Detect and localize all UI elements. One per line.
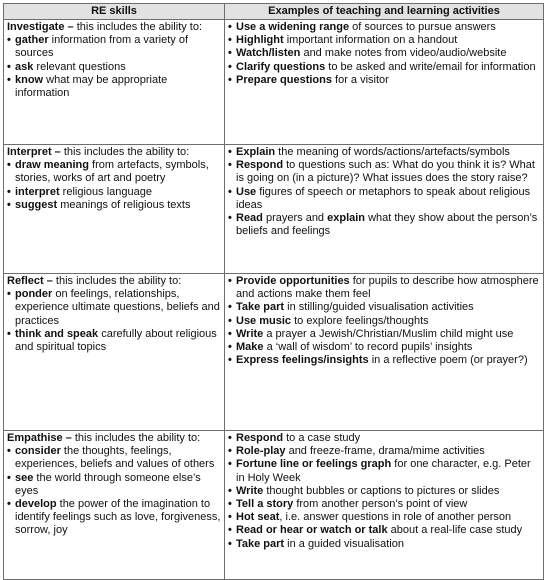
- skill-keyword: see: [15, 471, 34, 484]
- activity-text: of sources to pursue answers: [349, 21, 496, 33]
- examples-list: [228, 275, 540, 367]
- activity-keyword: Explain: [236, 146, 276, 158]
- skill-lead: [7, 21, 221, 34]
- list-item: [228, 146, 540, 159]
- skill-keyword: draw meaning: [15, 159, 89, 172]
- skill-description: what may be appropriate information: [15, 73, 168, 100]
- list-item: [7, 61, 221, 74]
- activity-text: in stilling/guided visualisation activities: [284, 301, 474, 314]
- examples-list: [228, 432, 540, 551]
- list-item: [7, 288, 221, 328]
- examples-list: [228, 146, 540, 238]
- list-item: [228, 485, 540, 498]
- skill-description: the world through someone else’s eyes: [15, 471, 201, 497]
- activity-keyword: Read or hear or watch or talk: [236, 524, 388, 537]
- examples-cell: [225, 274, 544, 431]
- activity-keyword: Watch/listen: [236, 47, 301, 60]
- skill-keyword: develop: [15, 498, 57, 511]
- list-item: [7, 328, 221, 354]
- skill-keyword: gather: [15, 34, 49, 47]
- activity-keyword: Role-play: [236, 445, 286, 458]
- activity-keyword: Prepare questions: [236, 73, 332, 86]
- list-item: [228, 21, 540, 34]
- skill-keyword: interpret: [15, 185, 60, 198]
- activity-text: and make notes from video/audio/website: [300, 47, 507, 60]
- activity-text: from another person’s point of view: [293, 498, 468, 511]
- activity-keyword: Use: [236, 185, 257, 198]
- skill-lead-text: this includes the ability to:: [60, 146, 190, 158]
- skill-description: carefully about religious and spiritual topics: [15, 327, 217, 354]
- skill-description: the thoughts, feelings, experiences, beliefs and values of others: [15, 445, 215, 471]
- list-item: [228, 328, 540, 341]
- header-row: [4, 4, 544, 20]
- activity-text: what they show about the person’s beliefs and feelings: [236, 212, 538, 238]
- skill-keyword: think and speak: [15, 327, 99, 340]
- skill-cell: [4, 20, 225, 145]
- examples-cell: [225, 431, 544, 580]
- activity-keyword: Make: [236, 341, 264, 354]
- activity-keyword: Clarify questions: [236, 60, 326, 73]
- skill-title: Investigate –: [7, 21, 74, 33]
- skill-description: on feelings, relationships, experience ultimate questions, beliefs and practices: [15, 288, 220, 327]
- list-item: [228, 301, 540, 314]
- activity-text: the meaning of words/actions/artefacts/symbols: [275, 146, 510, 158]
- list-item: [7, 186, 221, 199]
- skill-cell: [4, 431, 225, 580]
- skill-description: religious language: [59, 185, 152, 198]
- activity-text: to a case study: [283, 432, 361, 444]
- skill-title: Reflect –: [7, 275, 53, 287]
- table-row-reflect: [4, 274, 544, 431]
- activity-keyword: Fortune line or feelings graph: [236, 458, 392, 471]
- list-item: [228, 275, 540, 301]
- skill-description: from artefacts, symbols, stories, works of art and poetry: [15, 159, 209, 185]
- list-item: [7, 34, 221, 60]
- list-item: [228, 212, 540, 238]
- skill-lead-text: this includes the ability to:: [73, 21, 203, 33]
- skill-lead: [7, 275, 221, 288]
- list-item: [7, 472, 221, 498]
- activity-text: to questions such as: What do you think it is? What is going on (in a picture)? What issues does the story raise?: [236, 159, 535, 185]
- activity-keyword: Tell a story: [236, 498, 294, 511]
- skill-list: [7, 445, 221, 537]
- skill-cell: [4, 274, 225, 431]
- activity-keyword: Use a widening range: [236, 21, 350, 33]
- list-item: [228, 354, 540, 367]
- activity-text: in a guided visualisation: [284, 537, 404, 550]
- activity-text: important information on a handout: [283, 34, 458, 47]
- list-item: [228, 159, 540, 185]
- list-item: [228, 432, 540, 445]
- activity-keyword: explain: [327, 212, 366, 225]
- activity-keyword: Provide opportunities: [236, 275, 350, 287]
- skill-lead: [7, 432, 221, 445]
- skill-list: [7, 159, 221, 212]
- skill-title: Interpret –: [7, 146, 61, 158]
- activity-text: to be asked and write/email for information: [325, 60, 536, 73]
- list-item: [7, 199, 221, 212]
- skill-list: [7, 288, 221, 354]
- activity-keyword: Read: [236, 212, 263, 225]
- list-item: [228, 538, 540, 551]
- examples-cell: [225, 145, 544, 274]
- activity-text: for one character, e.g. Peter in Holy Week: [236, 458, 531, 484]
- skill-keyword: ponder: [15, 288, 53, 301]
- activity-text: about a real-life case study: [387, 524, 523, 537]
- list-item: [228, 498, 540, 511]
- activity-text: , i.e. answer questions in role of another person: [279, 511, 512, 524]
- activity-text: for pupils to describe how atmosphere and actions make them feel: [236, 275, 539, 301]
- skill-title: Empathise –: [7, 432, 72, 444]
- list-item: [228, 74, 540, 87]
- list-item: [7, 445, 221, 471]
- activity-text: prayers and: [262, 212, 328, 225]
- skill-keyword: suggest: [15, 198, 58, 211]
- activity-keyword: Respond: [236, 432, 284, 444]
- skill-description: information from a variety of sources: [15, 34, 189, 60]
- activity-keyword: Take part: [236, 537, 285, 550]
- skill-keyword: consider: [15, 445, 61, 458]
- skill-keyword: know: [15, 73, 44, 86]
- activity-keyword: Write: [236, 327, 264, 340]
- list-item: [228, 34, 540, 47]
- header-re-skills: RE skills: [4, 4, 225, 20]
- list-item: [7, 498, 221, 538]
- list-item: [228, 315, 540, 328]
- activity-keyword: Highlight: [236, 34, 284, 47]
- skill-lead-text: this includes the ability to:: [71, 432, 201, 444]
- table-row-interpret: [4, 145, 544, 274]
- table-row-investigate: [4, 20, 544, 145]
- list-item: [7, 74, 221, 100]
- activity-keyword: Use music: [236, 314, 292, 327]
- skill-description: the power of the imagination to identify feelings such as love, forgiveness, sorrow, joy: [15, 498, 221, 537]
- activity-keyword: Express feelings/insights: [236, 354, 369, 367]
- list-item: [228, 445, 540, 458]
- list-item: [228, 341, 540, 354]
- activity-text: for a visitor: [331, 73, 389, 86]
- activity-text: in a reflective poem (or prayer?): [368, 354, 528, 367]
- activity-keyword: Write: [236, 484, 264, 497]
- skill-lead: [7, 146, 221, 159]
- list-item: [228, 61, 540, 74]
- activity-text: thought bubbles or captions to pictures or slides: [263, 484, 500, 497]
- skill-list: [7, 34, 221, 100]
- activity-text: figures of speech or metaphors to speak about religious ideas: [236, 185, 531, 211]
- activity-keyword: Take part: [236, 301, 285, 314]
- list-item: [228, 511, 540, 524]
- list-item: [228, 186, 540, 212]
- skill-keyword: ask: [15, 60, 34, 73]
- activity-keyword: Respond: [236, 159, 284, 172]
- list-item: [228, 458, 540, 484]
- examples-list: [228, 21, 540, 87]
- activity-keyword: Hot seat: [236, 511, 280, 524]
- activity-text: a ‘wall of wisdom’ to record pupils’ insights: [263, 341, 473, 354]
- skill-description: relevant questions: [33, 60, 126, 73]
- table-row-empathise: [4, 431, 544, 580]
- activity-text: a prayer a Jewish/Christian/Muslim child might use: [263, 327, 514, 340]
- list-item: [7, 159, 221, 185]
- list-item: [228, 47, 540, 60]
- header-examples: Examples of teaching and learning activities: [225, 4, 544, 20]
- activity-text: to explore feelings/thoughts: [291, 314, 429, 327]
- skill-lead-text: this includes the ability to:: [52, 275, 182, 287]
- skill-description: meanings of religious texts: [57, 198, 191, 211]
- activity-text: and freeze-frame, drama/mime activities: [285, 445, 485, 458]
- re-skills-table: [3, 3, 544, 580]
- examples-cell: [225, 20, 544, 145]
- skill-cell: [4, 145, 225, 274]
- list-item: [228, 524, 540, 537]
